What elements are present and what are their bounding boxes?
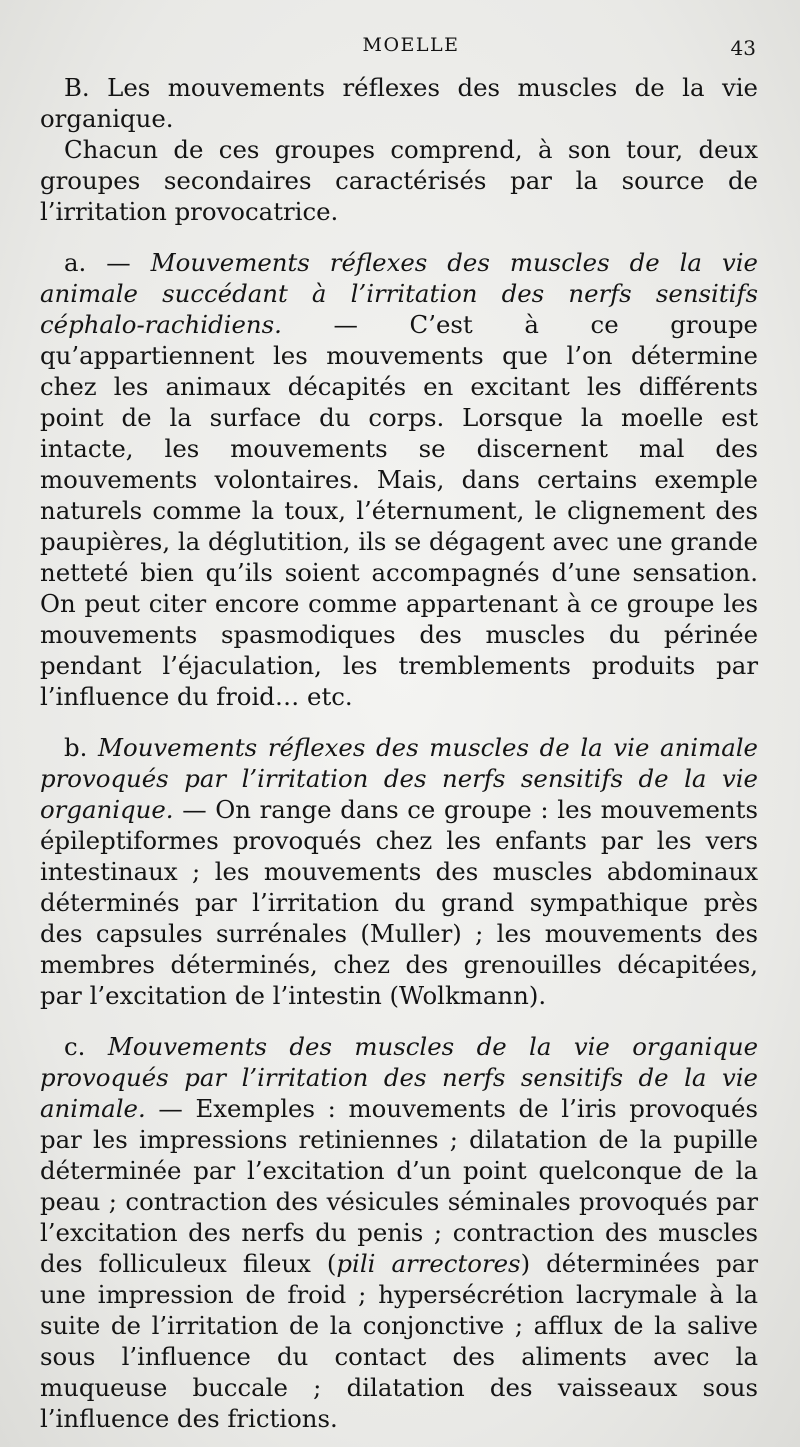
paragraph-c-text-2: ) déterminées par une impression de froid ; hypersécrétion lacrymale à la suite de l’irritation de la conjonctive ; afflux de la salive sous l’influence du contact des aliments avec la muqueuse buccale ; dilatation des vaisseaux sous l’influence des frictions. (40, 1249, 758, 1433)
running-title: MOELLE (362, 34, 460, 56)
paragraph-b (40, 732, 758, 1011)
paragraph-b-text: — On range dans ce groupe : les mouvements épileptiformes provoqués chez les enfants par les vers intestinaux ; les mouvements des muscles abdominaux déterminés par l’irritation du grand sympathique près des capsules surrénales (Muller) ; les mouvements des membres déterminés, chez des grenouilles décapitées, par l’excitation de l’intestin (Wolkmann). (40, 795, 758, 1010)
body-text (40, 72, 758, 1434)
paragraph-c-title: Mouvements des muscles de la vie organique provoqués par l’irritation des nerfs sensitifs de la vie animale. (40, 1032, 759, 1123)
paragraph-b-label: b. (64, 733, 99, 762)
paragraph-a-title: Mouvements réflexes des muscles de la vie animale succédant à l’irritation des nerfs sensitifs céphalo-rachidiens. (40, 248, 758, 339)
paragraph-c-label: c. (64, 1032, 108, 1061)
paragraph-groups-intro: Chacun de ces groupes comprend, à son tour, deux groupes secondaires caractérisés par la source de l’irritation provocatrice. (40, 135, 758, 226)
paragraph-a (40, 247, 758, 712)
paragraph-a-text: — C’est à ce groupe qu’appartiennent les mouvements que l’on détermine chez les animaux décapités en excitant les différents point de la surface du corps. Lorsque la moelle est intacte, les mouvements se discernent mal des mouvements volontaires. Mais, dans certains exemple naturels comme la toux, l’éternument, le clignement des paupières, la déglutition, ils se dégagent avec une grande netteté bien qu’ils soient accompagnés d’une sensation. On peut citer encore comme appartenant à ce groupe les mouvements spasmodiques des muscles du périnée pendant l’éjaculation, les tremblements produits par l’influence du froid… etc. (40, 310, 758, 711)
paragraph-a-label: a. — (64, 248, 151, 277)
paragraph-c-latin-term: pili arrectores (336, 1249, 521, 1278)
page-number: 43 (730, 36, 756, 60)
page-header (66, 34, 756, 62)
paragraph-c-text-1: — Exemples : mouvements de l’iris provoqués par les impressions retiniennes ; dilatation de la pupille déterminée par l’excitation d’un point quelconque de la peau ; contraction des vésicules séminales provoqués par l’excitation des nerfs du penis ; contraction des muscles des folliculeux fileux ( (40, 1094, 758, 1278)
paragraph-c (40, 1031, 758, 1434)
paragraph-b-heading: B. Les mouvements réflexes des muscles de la vie organique. (40, 73, 758, 133)
paragraph-b-title: Mouvements réflexes des muscles de la vie animale provoqués par l’irritation des nerfs sensitifs de la vie organique. (40, 733, 758, 824)
